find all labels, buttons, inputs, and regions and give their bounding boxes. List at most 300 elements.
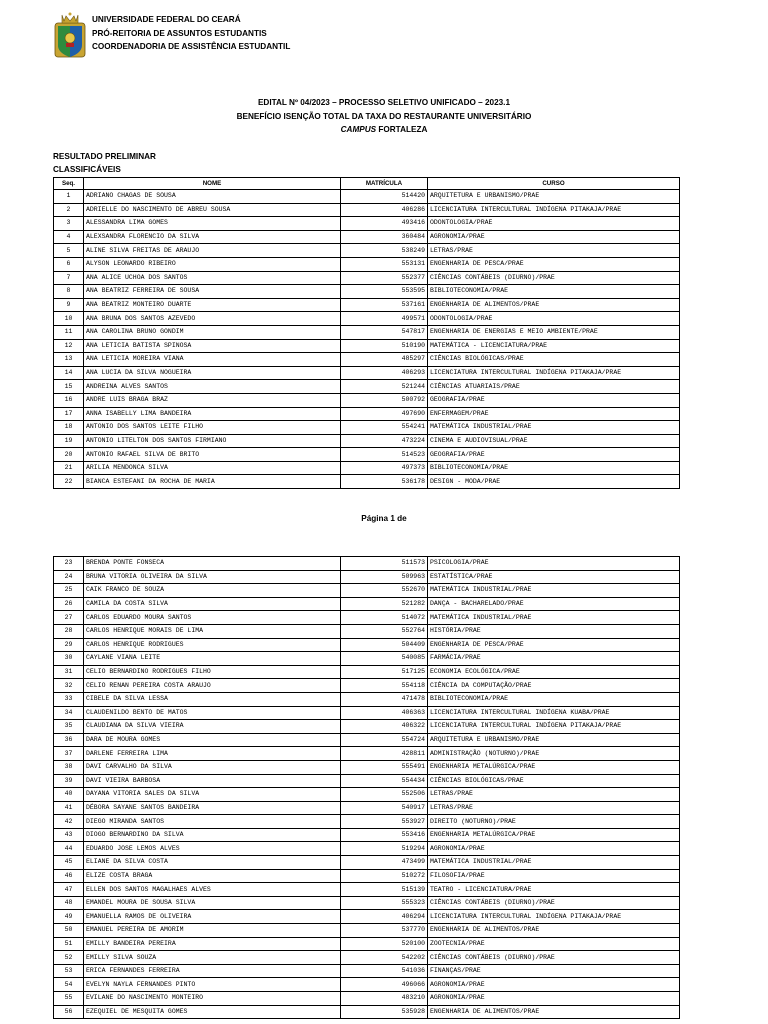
cell-seq: 55: [54, 992, 84, 1006]
cell-matricula: 483210: [341, 992, 428, 1006]
table-row: [54, 244, 680, 258]
table-row: [54, 760, 680, 774]
cell-curso: ODONTOLOGIA/PRAE: [428, 312, 680, 326]
table-row: [54, 1005, 680, 1019]
results-table-page-2: [53, 556, 680, 1019]
table-row: [54, 665, 680, 679]
cell-matricula: 517125: [341, 665, 428, 679]
cell-seq: 54: [54, 978, 84, 992]
table-row: [54, 353, 680, 367]
table-row: [54, 828, 680, 842]
table-row: [54, 679, 680, 693]
cell-nome: ERICA FERNANDES FERREIRA: [84, 964, 341, 978]
cell-seq: 13: [54, 353, 84, 367]
table-row: [54, 203, 680, 217]
cell-matricula: 542202: [341, 951, 428, 965]
cell-seq: 48: [54, 896, 84, 910]
cell-curso: TEATRO - LICENCIATURA/PRAE: [428, 883, 680, 897]
cell-curso: MATEMÁTICA - LICENCIATURA/PRAE: [428, 339, 680, 353]
cell-curso: ENGENHARIA DE PESCA/PRAE: [428, 638, 680, 652]
table-row: [54, 461, 680, 475]
cell-matricula: 547817: [341, 325, 428, 339]
cell-nome: ELIZE COSTA BRAGA: [84, 869, 341, 883]
cell-seq: 47: [54, 883, 84, 897]
cell-matricula: 552764: [341, 624, 428, 638]
cell-nome: ANA CAROLINA BRUNO GONDIM: [84, 325, 341, 339]
table-body-page-1: [54, 190, 680, 489]
cell-seq: 14: [54, 366, 84, 380]
coordination-name: COORDENADORIA DE ASSISTÊNCIA ESTUDANTIL: [92, 42, 291, 51]
table-row: [54, 638, 680, 652]
cell-curso: PSICOLOGIA/PRAE: [428, 557, 680, 571]
table-row: [54, 230, 680, 244]
cell-nome: ANNA ISABELLY LIMA BANDEIRA: [84, 407, 341, 421]
cell-seq: 2: [54, 203, 84, 217]
cell-matricula: 493416: [341, 217, 428, 231]
cell-matricula: 514420: [341, 190, 428, 204]
cell-matricula: 496066: [341, 978, 428, 992]
cell-seq: 51: [54, 937, 84, 951]
cell-matricula: 406363: [341, 706, 428, 720]
cell-seq: 22: [54, 475, 84, 489]
cell-seq: 46: [54, 869, 84, 883]
cell-nome: ANTONIO DOS SANTOS LEITE FILHO: [84, 421, 341, 435]
cell-matricula: 520100: [341, 937, 428, 951]
cell-matricula: 504409: [341, 638, 428, 652]
cell-nome: DIEGO MIRANDA SANTOS: [84, 815, 341, 829]
cell-nome: DARLENE FERREIRA LIMA: [84, 747, 341, 761]
table-row: [54, 910, 680, 924]
cell-seq: 1: [54, 190, 84, 204]
cell-matricula: 511573: [341, 557, 428, 571]
cell-seq: 20: [54, 448, 84, 462]
cell-seq: 6: [54, 257, 84, 271]
cell-seq: 29: [54, 638, 84, 652]
cell-curso: ENGENHARIA DE ALIMENTOS/PRAE: [428, 924, 680, 938]
cell-curso: ARQUITETURA E URBANISMO/PRAE: [428, 190, 680, 204]
cell-curso: CIÊNCIAS CONTÁBEIS (DIURNO)/PRAE: [428, 271, 680, 285]
cell-curso: MATEMÁTICA INDUSTRIAL/PRAE: [428, 856, 680, 870]
cell-curso: ENGENHARIA DE ENERGIAS E MEIO AMBIENTE/PRAE: [428, 325, 680, 339]
cell-curso: BIBLIOTECONOMIA/PRAE: [428, 285, 680, 299]
cell-matricula: 554241: [341, 421, 428, 435]
cell-matricula: 485297: [341, 353, 428, 367]
table-row: [54, 801, 680, 815]
table-row: [54, 597, 680, 611]
cell-nome: ANA LUCIA DA SILVA NOGUEIRA: [84, 366, 341, 380]
cell-nome: ANA BEATRIZ MONTEIRO DUARTE: [84, 298, 341, 312]
cell-seq: 5: [54, 244, 84, 258]
institution-name: UNIVERSIDADE FEDERAL DO CEARÁ: [92, 15, 241, 24]
cell-matricula: 553927: [341, 815, 428, 829]
cell-curso: LICENCIATURA INTERCULTURAL INDÍGENA PITAKAJA/PRAE: [428, 366, 680, 380]
table-row: [54, 706, 680, 720]
cell-matricula: 509963: [341, 570, 428, 584]
cell-nome: ALESSANDRA LIMA GOMES: [84, 217, 341, 231]
cell-matricula: 553416: [341, 828, 428, 842]
cell-matricula: 537770: [341, 924, 428, 938]
cell-nome: CIBELE DA SILVA LESSA: [84, 692, 341, 706]
cell-curso: CIÊNCIAS CONTÁBEIS (DIURNO)/PRAE: [428, 951, 680, 965]
cell-curso: LICENCIATURA INTERCULTURAL INDÍGENA PITAKAJA/PRAE: [428, 720, 680, 734]
cell-matricula: 514523: [341, 448, 428, 462]
cell-matricula: 538249: [341, 244, 428, 258]
cell-seq: 50: [54, 924, 84, 938]
table-row: [54, 312, 680, 326]
cell-nome: ANA BRUNA DOS SANTOS AZEVEDO: [84, 312, 341, 326]
cell-seq: 30: [54, 652, 84, 666]
table-row: [54, 747, 680, 761]
cell-curso: LICENCIATURA INTERCULTURAL INDÍGENA PITAKAJA/PRAE: [428, 203, 680, 217]
cell-curso: CIÊNCIA DA COMPUTAÇÃO/PRAE: [428, 679, 680, 693]
cell-seq: 7: [54, 271, 84, 285]
header-nome: NOME: [84, 178, 341, 190]
cell-curso: ADMINISTRAÇÃO (NOTURNO)/PRAE: [428, 747, 680, 761]
cell-nome: ANA BEATRIZ FERREIRA DE SOUSA: [84, 285, 341, 299]
table-row: [54, 788, 680, 802]
cell-curso: CIÊNCIAS BIOLÓGICAS/PRAE: [428, 774, 680, 788]
table-row: [54, 883, 680, 897]
cell-curso: LETRAS/PRAE: [428, 801, 680, 815]
table-row: [54, 366, 680, 380]
table-row: [54, 692, 680, 706]
cell-nome: CELIO BERNARDINO RODRIGUES FILHO: [84, 665, 341, 679]
cell-nome: DAYANA VITORIA SALES DA SILVA: [84, 788, 341, 802]
cell-matricula: 553131: [341, 257, 428, 271]
table-row: [54, 774, 680, 788]
cell-matricula: 521282: [341, 597, 428, 611]
cell-seq: 42: [54, 815, 84, 829]
cell-nome: ELLEN DOS SANTOS MAGALHAES ALVES: [84, 883, 341, 897]
cell-nome: ANA LETICIA BATISTA SPINOSA: [84, 339, 341, 353]
cell-nome: DÉBORA SAYANE SANTOS BANDEIRA: [84, 801, 341, 815]
cell-matricula: 500792: [341, 393, 428, 407]
document-header: [54, 12, 554, 62]
cell-seq: 15: [54, 380, 84, 394]
cell-curso: HISTÓRIA/PRAE: [428, 624, 680, 638]
cell-matricula: 541036: [341, 964, 428, 978]
table-body-page-2: [54, 557, 680, 1019]
cell-nome: ANTONIO RAFAEL SILVA DE BRITO: [84, 448, 341, 462]
benefit-title: BENEFÍCIO ISENÇÃO TOTAL DA TAXA DO RESTAURANTE UNIVERSITÁRIO: [236, 111, 532, 121]
cell-seq: 40: [54, 788, 84, 802]
university-crest-icon: [54, 12, 86, 60]
table-row: [54, 325, 680, 339]
table-row: [54, 652, 680, 666]
cell-seq: 28: [54, 624, 84, 638]
cell-seq: 4: [54, 230, 84, 244]
cell-curso: ENFERMAGEM/PRAE: [428, 407, 680, 421]
table-row: [54, 434, 680, 448]
cell-seq: 38: [54, 760, 84, 774]
cell-curso: ESTATÍSTICA/PRAE: [428, 570, 680, 584]
cell-matricula: 471478: [341, 692, 428, 706]
cell-matricula: 555491: [341, 760, 428, 774]
campus-name: FORTALEZA: [378, 125, 428, 135]
cell-curso: FILOSOFIA/PRAE: [428, 869, 680, 883]
cell-nome: DAVI VIEIRA BARBOSA: [84, 774, 341, 788]
cell-seq: 8: [54, 285, 84, 299]
cell-seq: 23: [54, 557, 84, 571]
table-row: [54, 992, 680, 1006]
cell-nome: DARA DE MOURA GOMES: [84, 733, 341, 747]
institution-lines: [92, 13, 290, 54]
campus-title: [0, 123, 768, 137]
cell-nome: CAYLANE VIANA LEITE: [84, 652, 341, 666]
cell-curso: AGRONOMIA/PRAE: [428, 230, 680, 244]
cell-curso: FINANÇAS/PRAE: [428, 964, 680, 978]
table-row: [54, 720, 680, 734]
cell-seq: 19: [54, 434, 84, 448]
cell-matricula: 554724: [341, 733, 428, 747]
cell-seq: 10: [54, 312, 84, 326]
table-row: [54, 924, 680, 938]
cell-matricula: 552377: [341, 271, 428, 285]
cell-nome: DAVI CARVALHO DA SILVA: [84, 760, 341, 774]
cell-nome: ANTONIO LITELTON DOS SANTOS FIRMIANO: [84, 434, 341, 448]
cell-curso: ENGENHARIA DE ALIMENTOS/PRAE: [428, 298, 680, 312]
cell-curso: MATEMÁTICA INDUSTRIAL/PRAE: [428, 584, 680, 598]
cell-matricula: 510190: [341, 339, 428, 353]
cell-matricula: 555323: [341, 896, 428, 910]
cell-matricula: 552670: [341, 584, 428, 598]
edital-title-block: [0, 96, 768, 137]
cell-curso: BIBLIOTECONOMIA/PRAE: [428, 461, 680, 475]
table-row: [54, 964, 680, 978]
cell-curso: AGRONOMIA/PRAE: [428, 978, 680, 992]
cell-seq: 31: [54, 665, 84, 679]
table-row: [54, 257, 680, 271]
result-section-labels: [53, 150, 156, 176]
cell-curso: DANÇA - BACHARELADO/PRAE: [428, 597, 680, 611]
cell-nome: CAMILA DA COSTA SILVA: [84, 597, 341, 611]
cell-seq: 39: [54, 774, 84, 788]
cell-nome: EDUARDO JOSE LEMOS ALVES: [84, 842, 341, 856]
results-table-page-1: [53, 177, 680, 489]
table-row: [54, 951, 680, 965]
cell-matricula: 515139: [341, 883, 428, 897]
cell-nome: CLAUDENILDO BENTO DE MATOS: [84, 706, 341, 720]
cell-matricula: 553595: [341, 285, 428, 299]
cell-seq: 25: [54, 584, 84, 598]
cell-nome: DIOGO BERNARDINO DA SILVA: [84, 828, 341, 842]
table-row: [54, 217, 680, 231]
cell-seq: 3: [54, 217, 84, 231]
edital-title: EDITAL Nº 04/2023 – PROCESSO SELETIVO UNIFICADO – 2023.1: [257, 98, 511, 107]
cell-matricula: 497373: [341, 461, 428, 475]
cell-seq: 9: [54, 298, 84, 312]
cell-seq: 24: [54, 570, 84, 584]
cell-seq: 45: [54, 856, 84, 870]
cell-nome: ANA LETICIA MOREIRA VIANA: [84, 353, 341, 367]
cell-curso: ENGENHARIA METALÚRGICA/PRAE: [428, 828, 680, 842]
cell-matricula: 473499: [341, 856, 428, 870]
cell-curso: LETRAS/PRAE: [428, 788, 680, 802]
cell-curso: ENGENHARIA DE ALIMENTOS/PRAE: [428, 1005, 680, 1019]
cell-curso: GEOGRAFIA/PRAE: [428, 393, 680, 407]
cell-matricula: 535928: [341, 1005, 428, 1019]
cell-nome: EZEQUIEL DE MESQUITA GOMES: [84, 1005, 341, 1019]
cell-nome: ADRIELLE DO NASCIMENTO DE ABREU SOUSA: [84, 203, 341, 217]
table-row: [54, 298, 680, 312]
cell-seq: 41: [54, 801, 84, 815]
header-matricula: MATRÍCULA: [341, 178, 428, 190]
cell-curso: ECONOMIA ECOLÓGICA/PRAE: [428, 665, 680, 679]
cell-nome: ARILIA MENDONCA SILVA: [84, 461, 341, 475]
cell-curso: MATEMÁTICA INDUSTRIAL/PRAE: [428, 611, 680, 625]
table-row: [54, 584, 680, 598]
cell-nome: EMILLY BANDEIRA PEREIRA: [84, 937, 341, 951]
cell-matricula: 554434: [341, 774, 428, 788]
cell-nome: EMANUELLA RAMOS DE OLIVEIRA: [84, 910, 341, 924]
cell-nome: CARLOS EDUARDO MOURA SANTOS: [84, 611, 341, 625]
cell-nome: BRENDA PONTE FONSECA: [84, 557, 341, 571]
cell-seq: 18: [54, 421, 84, 435]
cell-curso: CIÊNCIAS ATUARIAIS/PRAE: [428, 380, 680, 394]
cell-seq: 53: [54, 964, 84, 978]
table-row: [54, 190, 680, 204]
cell-matricula: 540917: [341, 801, 428, 815]
cell-matricula: 428811: [341, 747, 428, 761]
cell-seq: 32: [54, 679, 84, 693]
cell-seq: 26: [54, 597, 84, 611]
cell-seq: 33: [54, 692, 84, 706]
cell-nome: ALINE SILVA FREITAS DE ARAUJO: [84, 244, 341, 258]
cell-matricula: 537161: [341, 298, 428, 312]
cell-curso: DIREITO (NOTURNO)/PRAE: [428, 815, 680, 829]
table-row: [54, 937, 680, 951]
cell-curso: BIBLIOTECONOMIA/PRAE: [428, 692, 680, 706]
table-row: [54, 611, 680, 625]
table-row: [54, 380, 680, 394]
cell-nome: EMILLY SILVA SOUZA: [84, 951, 341, 965]
cell-matricula: 360484: [341, 230, 428, 244]
cell-curso: AGRONOMIA/PRAE: [428, 842, 680, 856]
table-row: [54, 842, 680, 856]
cell-seq: 35: [54, 720, 84, 734]
cell-curso: ZOOTECNIA/PRAE: [428, 937, 680, 951]
cell-seq: 17: [54, 407, 84, 421]
table-header-row: [54, 178, 680, 190]
cell-seq: 56: [54, 1005, 84, 1019]
cell-matricula: 406294: [341, 910, 428, 924]
cell-nome: ANDRE LUIS BRAGA BRAZ: [84, 393, 341, 407]
table-row: [54, 285, 680, 299]
table-row: [54, 733, 680, 747]
cell-matricula: 497690: [341, 407, 428, 421]
cell-matricula: 536178: [341, 475, 428, 489]
table-row: [54, 407, 680, 421]
cell-curso: CINEMA E AUDIOVISUAL/PRAE: [428, 434, 680, 448]
cell-seq: 37: [54, 747, 84, 761]
cell-nome: EMANDEL MOURA DE SOUSA SILVA: [84, 896, 341, 910]
table-row: [54, 475, 680, 489]
cell-matricula: 406293: [341, 366, 428, 380]
cell-curso: CIÊNCIAS CONTÁBEIS (DIURNO)/PRAE: [428, 896, 680, 910]
cell-curso: AGRONOMIA/PRAE: [428, 992, 680, 1006]
pro-rectorate-name: PRÓ-REITORIA DE ASSUNTOS ESTUDANTIS: [92, 28, 267, 38]
cell-seq: 36: [54, 733, 84, 747]
result-category: CLASSIFICÁVEIS: [53, 165, 121, 174]
table-row: [54, 856, 680, 870]
cell-curso: ENGENHARIA DE PESCA/PRAE: [428, 257, 680, 271]
cell-nome: ANA ALICE UCHOA DOS SANTOS: [84, 271, 341, 285]
cell-matricula: 521244: [341, 380, 428, 394]
cell-seq: 49: [54, 910, 84, 924]
cell-nome: EVELYN NAYLA FERNANDES PINTO: [84, 978, 341, 992]
cell-curso: GEOGRAFIA/PRAE: [428, 448, 680, 462]
cell-matricula: 540085: [341, 652, 428, 666]
table-row: [54, 271, 680, 285]
cell-curso: DESIGN - MODA/PRAE: [428, 475, 680, 489]
table-row: [54, 448, 680, 462]
cell-seq: 52: [54, 951, 84, 965]
page-number: Página 1 de: [361, 514, 407, 523]
cell-matricula: 519294: [341, 842, 428, 856]
cell-seq: 21: [54, 461, 84, 475]
table-row: [54, 570, 680, 584]
table-row: [54, 421, 680, 435]
table-row: [54, 339, 680, 353]
cell-seq: 11: [54, 325, 84, 339]
cell-nome: BIANCA ESTEFANI DA ROCHA DE MARIA: [84, 475, 341, 489]
table-row: [54, 896, 680, 910]
cell-nome: EVILANE DO NASCIMENTO MONTEIRO: [84, 992, 341, 1006]
cell-matricula: 499571: [341, 312, 428, 326]
cell-nome: ALYSON LEONARDO RIBEIRO: [84, 257, 341, 271]
cell-nome: CLAUDIANA DA SILVA VIEIRA: [84, 720, 341, 734]
result-status: RESULTADO PRELIMINAR: [53, 152, 156, 161]
campus-label: CAMPUS: [340, 125, 377, 135]
table-row: [54, 815, 680, 829]
header-seq: Seq.: [54, 178, 84, 190]
cell-seq: 27: [54, 611, 84, 625]
cell-seq: 34: [54, 706, 84, 720]
cell-curso: CIÊNCIAS BIOLÓGICAS/PRAE: [428, 353, 680, 367]
cell-curso: ARQUITETURA E URBANISMO/PRAE: [428, 733, 680, 747]
cell-nome: CAIK FRANCO DE SOUZA: [84, 584, 341, 598]
cell-nome: CELIO RENAN PEREIRA COSTA ARAUJO: [84, 679, 341, 693]
table-row: [54, 557, 680, 571]
cell-curso: LICENCIATURA INTERCULTURAL INDÍGENA PITAKAJA/PRAE: [428, 910, 680, 924]
cell-nome: CARLOS HENRIQUE RODRIGUES: [84, 638, 341, 652]
cell-seq: 43: [54, 828, 84, 842]
cell-curso: LETRAS/PRAE: [428, 244, 680, 258]
cell-nome: ANDREINA ALVES SANTOS: [84, 380, 341, 394]
table-row: [54, 393, 680, 407]
cell-matricula: 473224: [341, 434, 428, 448]
cell-nome: CARLOS HENRIQUE MORAIS DE LIMA: [84, 624, 341, 638]
cell-nome: ALEXSANDRA FLORENCIO DA SILVA: [84, 230, 341, 244]
cell-curso: ENGENHARIA METALÚRGICA/PRAE: [428, 760, 680, 774]
table-row: [54, 869, 680, 883]
cell-matricula: 554118: [341, 679, 428, 693]
table-row: [54, 624, 680, 638]
cell-nome: EMANUEL PEREIRA DE AMORIM: [84, 924, 341, 938]
cell-curso: ODONTOLOGIA/PRAE: [428, 217, 680, 231]
cell-seq: 44: [54, 842, 84, 856]
cell-curso: LICENCIATURA INTERCULTURAL INDÍGENA KUABA/PRAE: [428, 706, 680, 720]
cell-seq: 16: [54, 393, 84, 407]
cell-nome: ADRIANO CHAGAS DE SOUSA: [84, 190, 341, 204]
cell-nome: ELIANE DA SILVA COSTA: [84, 856, 341, 870]
cell-curso: FARMÁCIA/PRAE: [428, 652, 680, 666]
cell-matricula: 514072: [341, 611, 428, 625]
cell-matricula: 406286: [341, 203, 428, 217]
cell-seq: 12: [54, 339, 84, 353]
cell-nome: BRUNA VITORIA OLIVEIRA DA SILVA: [84, 570, 341, 584]
cell-curso: MATEMÁTICA INDUSTRIAL/PRAE: [428, 421, 680, 435]
